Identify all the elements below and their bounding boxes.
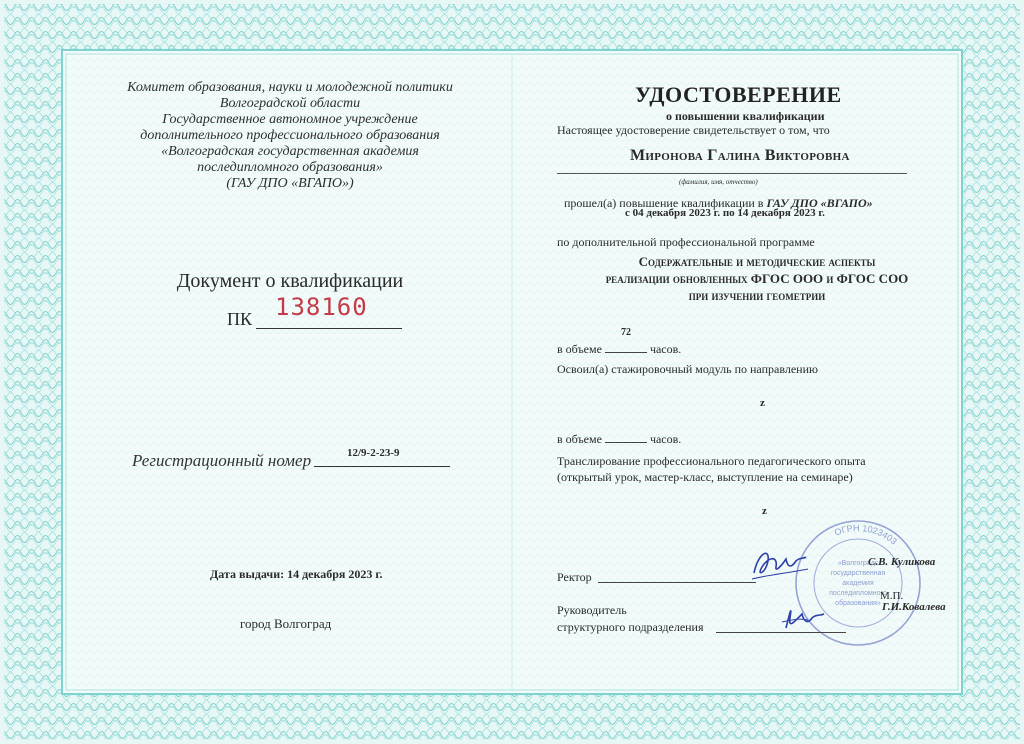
certificate-subtitle: о повышении квалификации [666, 109, 825, 123]
registration-number: 12/9-2-23-9 [347, 447, 400, 459]
module-hours-prefix: в объеме [557, 432, 602, 446]
hours-suffix: часов. [649, 342, 682, 356]
city: город Волгоград [240, 616, 332, 631]
certificate-title: УДОСТОВЕРЕНИЕ [635, 82, 842, 107]
pk-label: ПК [227, 309, 253, 329]
issue-date: Дата выдачи: 14 декабря 2023 г. [210, 567, 383, 581]
training-dates: с 04 декабря 2023 г. по 14 декабря 2023 г. [625, 207, 825, 219]
stamp-ring-text: ОГРН 1023403 [832, 522, 899, 547]
hours-value: 72 [621, 327, 631, 338]
head-label-2: структурного подразделения [557, 620, 704, 634]
head-signature [778, 598, 828, 636]
program-title [557, 253, 957, 304]
program-line: при изучении геометрии [688, 288, 826, 303]
translation-value: z [762, 505, 767, 517]
translation-line: Транслирование профессионального педагогического опыта [557, 454, 866, 468]
hours-line [557, 342, 681, 357]
org-line: (ГАУ ДПО «ВГАПО») [226, 176, 354, 191]
rector-label: Ректор [557, 570, 592, 584]
hours-blank [605, 352, 647, 353]
stamp-line: образования» [835, 600, 881, 607]
stamp-line: академия [842, 580, 874, 587]
rector-signature-line [598, 582, 756, 583]
passed-label: прошел(а) повышение квалификации в [564, 196, 764, 210]
passed-org: ГАУ ДПО «ВГАПО» [766, 196, 873, 210]
org-line: Комитет образования, науки и молодежной политики [127, 80, 453, 95]
module-hours-suffix: часов. [649, 432, 682, 446]
org-line: Государственное автономное учреждение [162, 112, 418, 127]
pk-underline [256, 328, 402, 329]
program-line: Содержательные и методические аспекты [638, 254, 876, 269]
seal-place-mark: М.П. [880, 590, 904, 602]
rector-name: С.В. Куликова [868, 556, 936, 568]
intro-text: Настоящее удостоверение свидетельствует о том, что [557, 123, 830, 137]
document-title: Документ о квалификации [176, 270, 404, 292]
registration-label: Регистрационный номер [132, 451, 312, 470]
stamp-line: государственная [830, 570, 886, 577]
org-line: дополнительного профессионального образования [140, 128, 440, 143]
stamp-line: «Волгоградс [837, 560, 879, 567]
issuing-organization [100, 80, 480, 192]
name-underline [557, 173, 907, 174]
program-line: реализации обновленных ФГОС ООО и ФГОС СОО [605, 271, 909, 286]
name-caption: (фамилия, имя, отчество) [679, 178, 758, 186]
stamp-line: последипломного [829, 590, 887, 597]
org-line: последипломного образования» [197, 160, 383, 175]
holder-name: Миронова Галина Викторовна [630, 147, 850, 164]
org-line: Волгоградской области [219, 96, 361, 111]
module-text: Освоил(а) стажировочный модуль по направлению [557, 362, 818, 376]
head-label-1: Руководитель [557, 603, 627, 617]
module-hours-blank [605, 442, 647, 443]
program-label: по дополнительной профессиональной программе [557, 235, 815, 249]
translation-text [557, 453, 866, 485]
translation-line: (открытый урок, мастер-класс, выступление на семинаре) [557, 470, 853, 484]
head-name: Г.И.Ковалева [882, 601, 946, 613]
pk-number: 138160 [275, 293, 368, 321]
org-line: «Волгоградская государственная академия [161, 144, 419, 159]
hours-prefix: в объеме [557, 342, 602, 356]
module-hours-line [557, 432, 681, 447]
rector-signature [748, 543, 810, 585]
registration-underline [314, 466, 450, 467]
module-value: z [760, 397, 765, 409]
